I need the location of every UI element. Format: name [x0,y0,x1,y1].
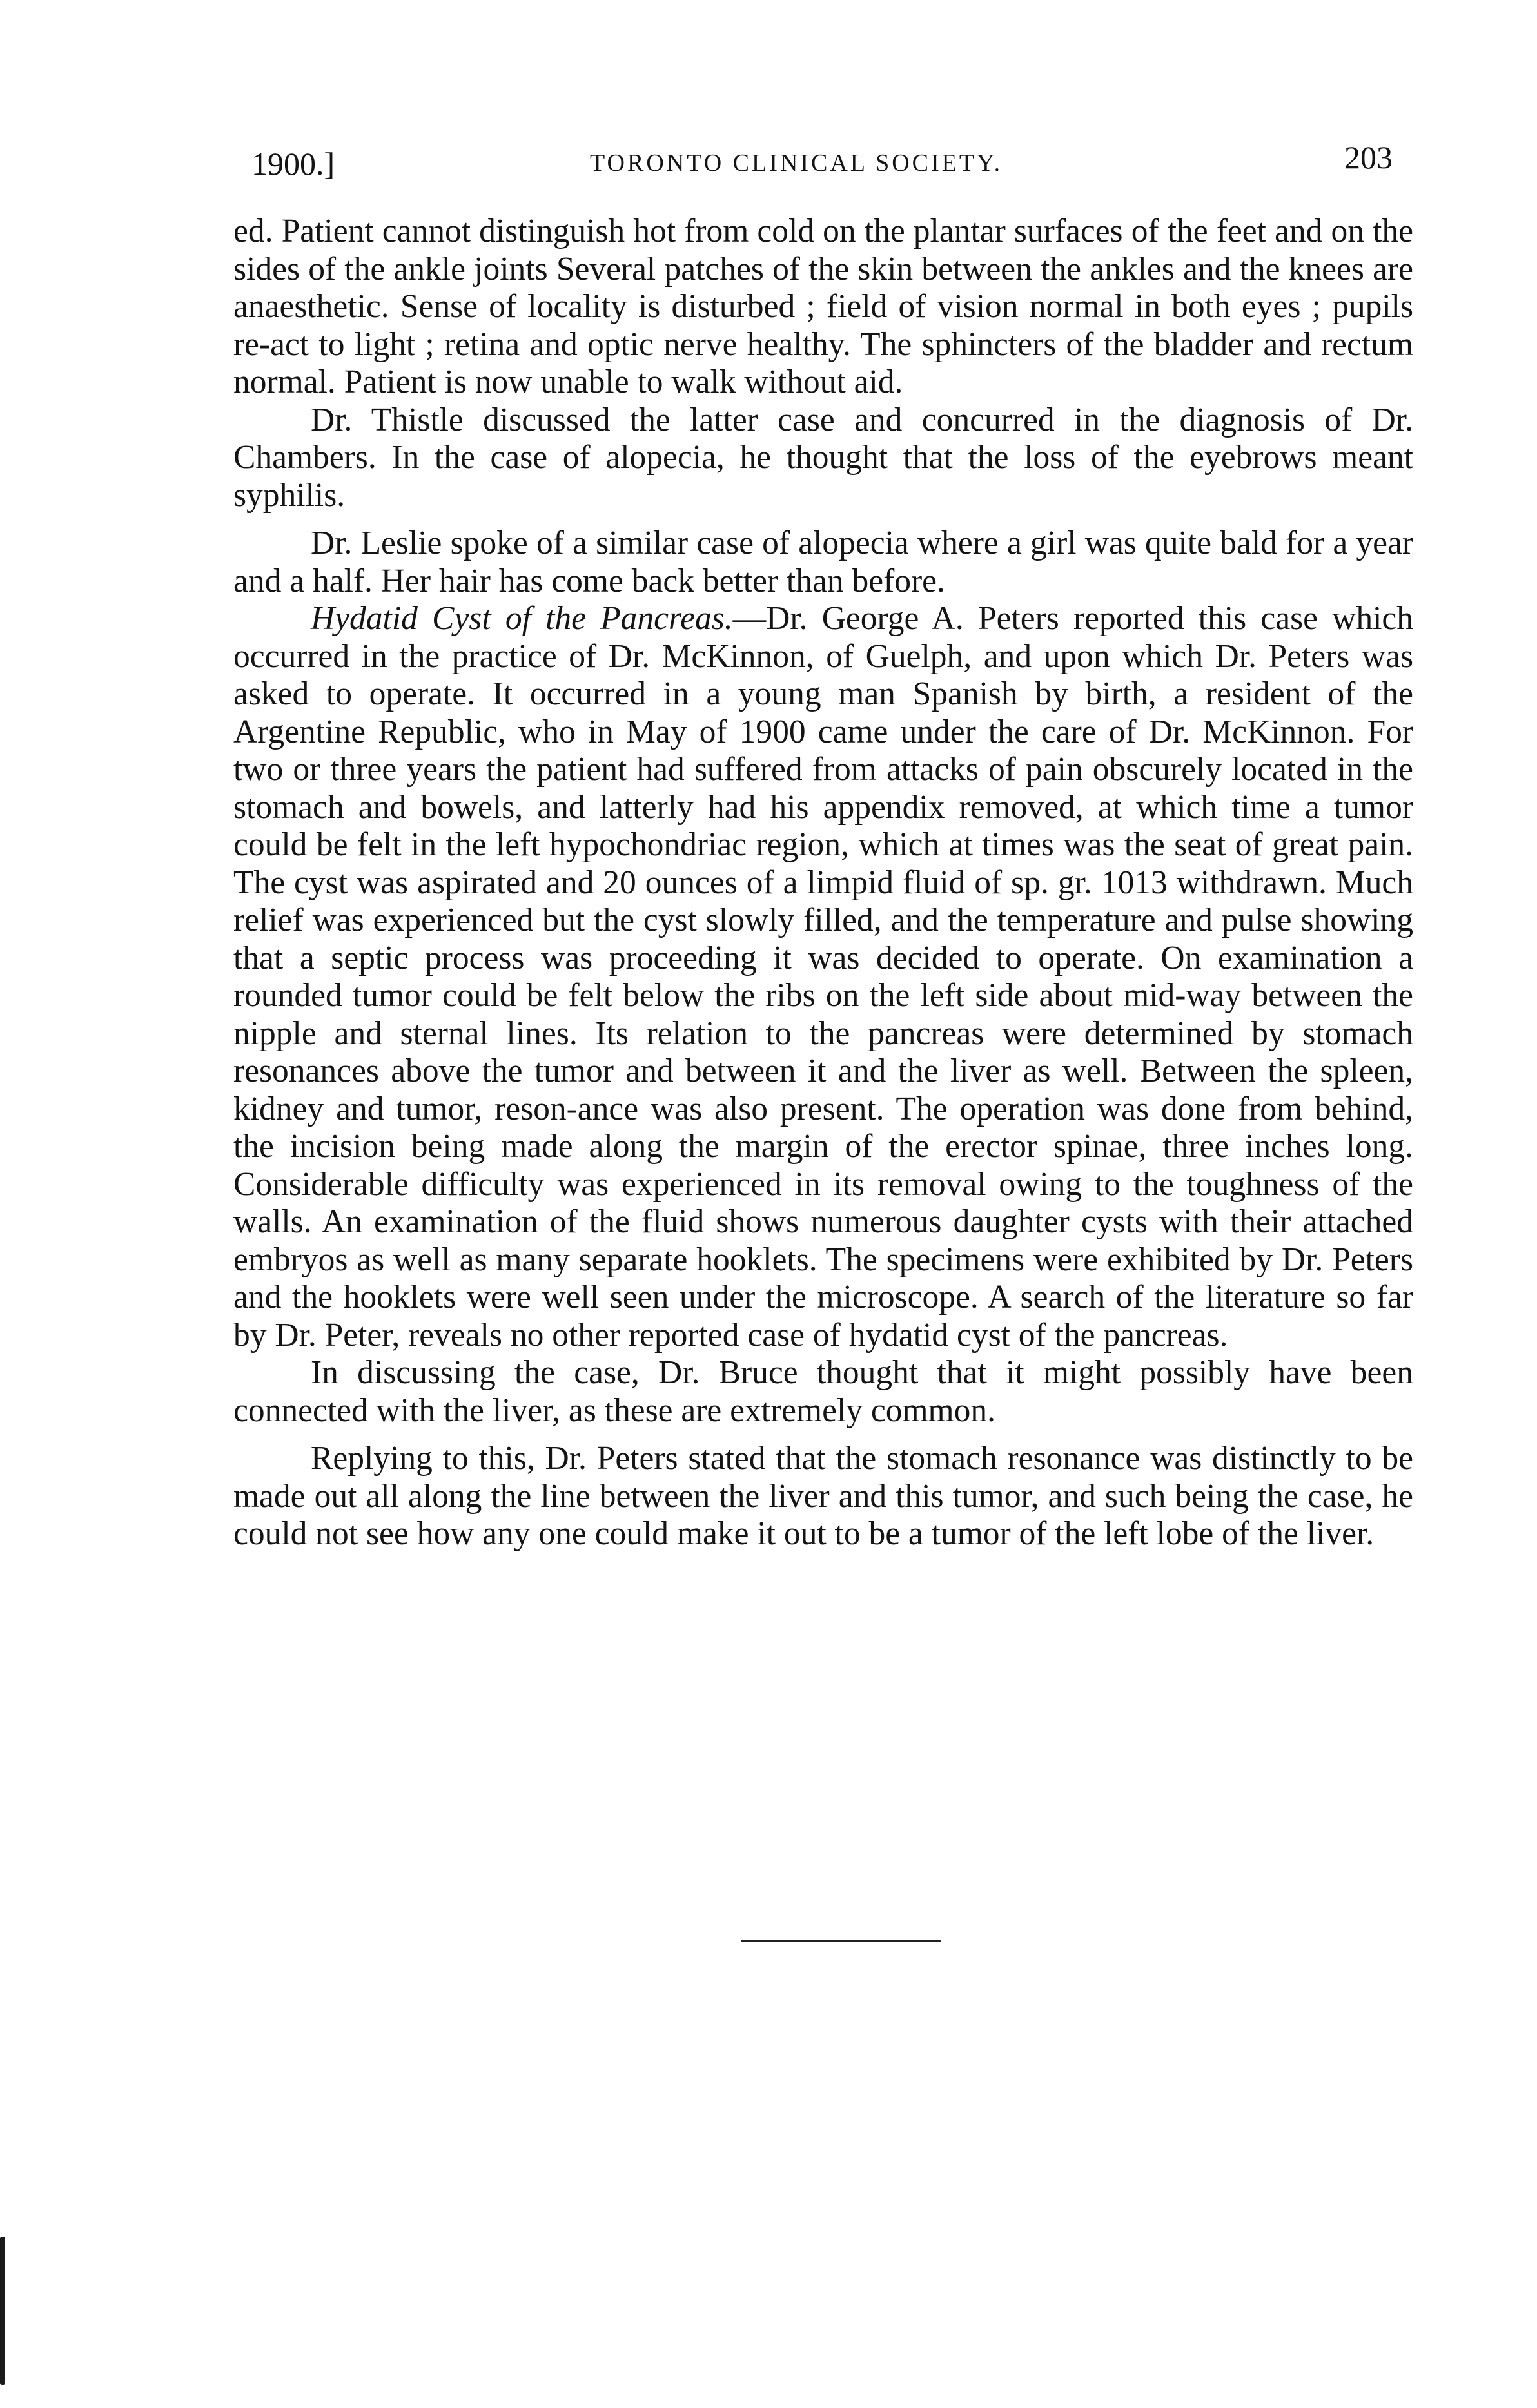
body-text [233,213,1413,1553]
paragraph-bruce: In discussing the case, Dr. Bruce thought that it might possibly have been connected with the liver, as these are extremely common. [233,1354,1413,1429]
page-number: 203 [1344,139,1393,175]
header-year: 1900.] [251,146,335,182]
paragraph-peters-reply: Replying to this, Dr. Peters stated that the stomach resonance was distinctly to be made out all along the line between the liver and this tumor, and such being the case, he could not see how any one could make it out to be a tumor of the left lobe of the liver. [233,1440,1413,1552]
paragraph-thistle: Dr. Thistle discussed the latter case and concurred in the diagnosis of Dr. Chambers. In the case of alopecia, he thought that the loss of the eyebrows meant syphilis. [233,401,1413,514]
section-heading: Hydatid Cyst of the Pancreas. [311,600,733,637]
header-title: TORONTO CLINICAL SOCIETY. [590,150,1003,177]
paragraph-continuation: ed. Patient cannot distinguish hot from cold on the plantar surfaces of the feet and on the sides of the ankle joints Several patches of the skin between the ankles and the knees are anaesthetic. Sense of locality is disturbed ; field of vision normal in both eyes ; pupils re-act to light ; retina and optic nerve healthy. The sphincters of the bladder and rectum normal. Patient is now unable to walk without aid. [233,213,1413,400]
paragraph-hydatid-cyst [233,600,1413,1354]
running-head [251,139,1393,184]
paragraph-hydatid-cyst-text: —Dr. George A. Peters reported this case which occurred in the practice of Dr. McKinnon, of Guelph, and upon which Dr. Peters was asked to operate. It occurred in a young man Spanish by birth, a resident of the Argentine Republic, who in May of 1900 came under the care of Dr. McKinnon. For two or three years the patient had suffered from attacks of pain obscurely located in the stomach and bowels, and latterly had his appendix removed, at which time a tumor could be felt in the left hypochondriac region, which at times was the seat of great pain. The cyst was aspirated and 20 ounces of a limpid fluid of sp. gr. 1013 withdrawn. Much relief was experienced but the cyst slowly filled, and the temperature and pulse showing that a septic process was proceeding it was decided to operate. On examination a rounded tumor could be felt below the ribs on the left side about mid-way between the nipple and sternal lines. Its relation to the pancreas were determined by stomach resonances above the tumor and between it and the liver as well. Between the spleen, kidney and tumor, reson-ance was also present. The operation was done from behind, the incision being made along the margin of the erector spinae, three inches long. Considerable difficulty was experienced in its removal owing to the toughness of the walls. An examination of the fluid shows numerous daughter cysts with their attached embryos as well as many separate hooklets. The specimens were exhibited by Dr. Peters and the hooklets were well seen under the microscope. A search of the literature so far by Dr. Peter, reveals no other reported case of hydatid cyst of the pancreas. [233,600,1414,1354]
scan-edge-mark [0,2237,5,2385]
section-end-rule [741,1940,941,1942]
paragraph-leslie: Dr. Leslie spoke of a similar case of alopecia where a girl was quite bald for a year and a half. Her hair has come back better than before. [233,525,1413,599]
